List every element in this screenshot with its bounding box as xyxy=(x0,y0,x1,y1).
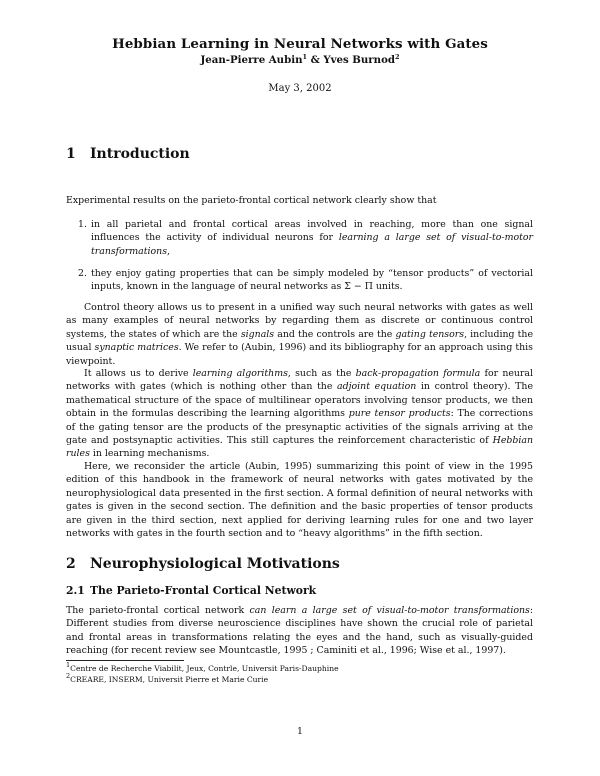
text-run: Control theory allows us to present in a unified way such neural networks with gates as well as many examples of neural networks by regarding them as discrete or continuous control systems, the states of which are the xyxy=(66,302,533,340)
page-number: 1 xyxy=(297,726,303,737)
subsection-title: The Parieto-Frontal Cortical Network xyxy=(90,584,317,597)
text-run: It allows us to derive xyxy=(84,368,193,379)
text-run: , including the usual xyxy=(66,328,534,354)
author-separator: & xyxy=(307,54,324,66)
text-run: and the controls are the xyxy=(274,328,396,340)
section-number: 1 xyxy=(66,146,76,162)
text-run: : Different studies from diverse neuroscience disciplines have shown the crucial role of parietal and frontal areas in transformations relating the eyes and the hand, such as visually-guided reaching (for recent review see Mountcastle, 1995 ; Caminiti et al., 1996; Wise et al., 1997). xyxy=(66,605,533,657)
paper-title: Hebbian Learning in Neural Networks with Gates xyxy=(112,36,488,52)
subsection-heading xyxy=(66,584,316,597)
footnote-text: CREARE, INSERM, Universit Pierre et Marie Curie xyxy=(70,675,269,684)
section-heading xyxy=(66,146,190,162)
paper-date: May 3, 2002 xyxy=(268,83,332,94)
author-name: Yves Burnod xyxy=(323,54,395,66)
footnote xyxy=(66,661,533,674)
emphasis: can learn a large set of visual-to-motor transformations xyxy=(249,605,530,616)
section-title: Neurophysiological Motivations xyxy=(90,556,340,572)
text-run: The parieto-frontal cortical network xyxy=(66,605,250,616)
paragraph xyxy=(66,604,533,658)
footnote-rule xyxy=(66,660,184,661)
emphasis: gating tensors xyxy=(395,328,465,340)
list-number: 2. xyxy=(78,268,87,279)
emphasis: learning a large set of visual-to-motor transformations xyxy=(91,232,534,257)
footnote-marker: 2 xyxy=(66,672,71,680)
paragraph xyxy=(66,367,533,461)
section-heading xyxy=(66,556,340,572)
section-title: Introduction xyxy=(90,146,190,162)
emphasis: adjoint equation xyxy=(337,381,417,393)
list-item xyxy=(78,267,533,294)
paragraph: Here, we reconsider the article (Aubin, 1995) summarizing this point of view in the 1995 edition of this handbook in the framework of neural networks with gates motivated by the neurophysiological data presented in the first section. A formal definition of neural networks with gates is given in the second section. The definition and the basic properties of tensor products are given in the third section, next applied for deriving learning rules for one and two layer networks with gates in the fourth section and to “heavy algorithms” in the fifth section. xyxy=(66,461,533,540)
paragraph xyxy=(66,301,533,368)
author-line xyxy=(0,54,600,66)
list-item xyxy=(78,218,533,258)
text-run: , xyxy=(167,245,171,257)
text-run: . We refer to (Aubin, 1996) and its bibliography for an approach using this viewpoint. xyxy=(66,342,533,367)
emphasis: back-propagation formula xyxy=(355,368,481,379)
emphasis: pure tensor products xyxy=(348,408,451,420)
footnote-marker: 1 xyxy=(66,661,71,669)
footnote-marker: 2 xyxy=(395,53,400,61)
list-item-text xyxy=(91,218,533,258)
paragraph: Experimental results on the parieto-frontal cortical network clearly show that xyxy=(66,195,437,206)
emphasis: Hebbian rules xyxy=(66,435,533,460)
footnote-text: Centre de Recherche Viabilit, Jeux, Contrle, Universit Paris-Dauphine xyxy=(70,664,339,673)
section-number: 2 xyxy=(66,556,76,572)
list-item-text: they enjoy gating properties that can be simply modeled by “tensor products” of vectorial inputs, known in the language of neural networks as Σ − Π units. xyxy=(91,268,533,293)
emphasis: synaptic matrices xyxy=(94,342,179,354)
text-run: : The corrections of the gating tensor are the products of the presynaptic activities of the signals arriving at the gate and postsynaptic activities. This still captures the reinforcement characteristic of xyxy=(66,408,534,447)
emphasis: signals xyxy=(240,328,275,340)
text-run: in learning mechanisms. xyxy=(89,448,210,460)
text-run: for neural networks with gates (which is nothing other than the xyxy=(66,368,534,393)
text-run: in all parietal and frontal cortical areas involved in reaching, more than one signal influences the activity of individual neurons for xyxy=(91,219,533,244)
subsection-number: 2.1 xyxy=(66,584,85,597)
list-number: 1. xyxy=(78,219,87,230)
footnote-marker: 1 xyxy=(302,53,308,61)
text-run: in control theory). The mathematical structure of the space of multilinear operators involving tensor products, we then obtain in the formulas describing the learning algorithms xyxy=(66,381,533,420)
emphasis: learning algorithms xyxy=(192,368,288,379)
author-name: Jean-Pierre Aubin xyxy=(200,54,303,66)
footnote xyxy=(66,672,533,685)
text-run: , such as the xyxy=(287,368,356,379)
